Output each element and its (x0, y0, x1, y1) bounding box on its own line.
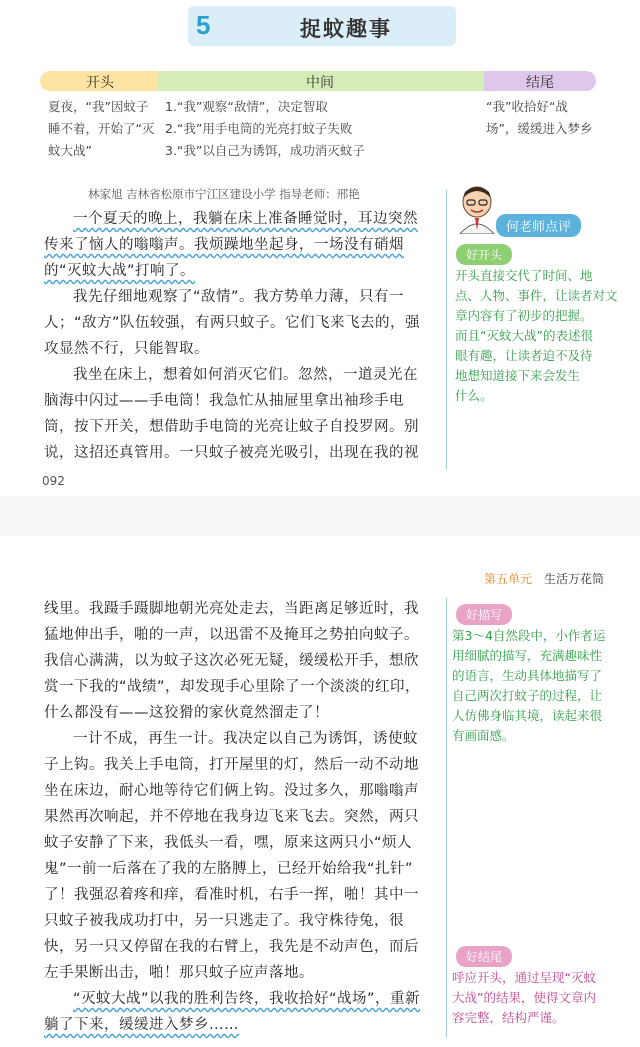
essay-line: 说，这招还真管用。一只蚊子被亮光吸引，出现在我的视 (44, 445, 419, 461)
comment-opening (455, 266, 618, 406)
outline-middle-label: 中间 (306, 75, 334, 91)
outline-end-label: 结尾 (526, 75, 554, 91)
comment-line: 用细腻的描写，充满趣味性 (452, 648, 603, 663)
teacher-avatar (456, 184, 498, 238)
outline-begin-label: 开头 (86, 75, 114, 91)
comment-line: 的语言，生动具体地描写了 (452, 668, 603, 683)
teacher-review-badge: 何老师点评 (496, 214, 581, 237)
unit-label: 第五单元 (484, 572, 533, 586)
outline-begin (48, 96, 154, 162)
essay-line: 一个夏天的晚上，我躺在床上准备睡觉时，耳边突然 (73, 211, 418, 227)
comment-line: 开头直接交代了时间、地 (455, 268, 593, 283)
author-line: 林家旭 吉林省松原市宁江区建设小学 指导老师：邢艳 (88, 187, 360, 201)
essay-line: 攻显然不行，只能智取。 (44, 341, 209, 357)
comment-line: 呼应开头，通过呈现“灭蚊 (452, 970, 596, 985)
outline-begin-line: 睡不着，开始了“灭 (48, 121, 155, 136)
essay-page2 (44, 596, 420, 1038)
comment-line: 眼有趣，让读者迫不及待 (455, 348, 593, 363)
essay-line: 左手果断出击，啪！那只蚊子应声落地。 (44, 965, 314, 981)
good-ending-tag: 好结尾 (456, 946, 512, 967)
essay-line: “灭蚊大战”以我的胜利告终，我收拾好“战场”，重新 (73, 991, 421, 1007)
comment-ending (452, 968, 596, 1028)
essay-line: 蚊子安静了下来，我低头一看，嘿，原来这两只小“烦人 (44, 835, 413, 851)
essay-line: 坐在床边，耐心地等待它们俩上钩。没过多久，那嗡嗡声 (44, 783, 419, 799)
outline-begin-line: 夏夜，“我”因蚊子 (48, 99, 149, 114)
essay-line: 快，另一只又停留在我的右臂上，我先是不动声色，而后 (44, 939, 419, 955)
essay-line: 脑海中闪过——手电筒！我急忙从抽屉里拿出袖珍手电 (44, 393, 404, 409)
good-opening-tag: 好开头 (456, 244, 512, 265)
outline-end (486, 96, 592, 140)
essay-line: 筒，按下开关，想借助手电筒的光亮让蚊子自投罗网。别 (44, 419, 419, 435)
outline-middle-line: 3.“我”以自己为诱饵，成功消灭蚊子 (165, 143, 365, 158)
comment-line: 容完整，结构严谨。 (452, 1010, 565, 1025)
comment-line: 大战”的结果，使得文章内 (452, 990, 596, 1005)
outline-begin-line: 蚊大战” (48, 143, 92, 158)
essay-line: 了！我强忍着疼和痒，看准时机，右手一挥，啪！其中一 (44, 887, 419, 903)
comment-line: 什么。 (455, 388, 493, 403)
essay-line: 什么都没有——这狡猾的家伙竟然溜走了！ (44, 705, 329, 721)
page-gap (0, 496, 640, 536)
comment-line: 第3～4自然段中，小作者运 (452, 628, 606, 643)
outline-middle-line: 2.“我”用手电筒的光亮打蚊子失败 (165, 121, 353, 136)
comment-line: 有画面感。 (452, 728, 515, 743)
essay-line: 赏一下我的“战绩”，却发现手心里除了一个淡淡的红印， (44, 679, 421, 695)
chapter-title: 捉蚊趣事 (300, 17, 392, 41)
outline-middle (165, 96, 365, 162)
comment-description (452, 626, 605, 746)
essay-line: 的“灭蚊大战”打响了。 (44, 263, 196, 279)
outline-middle-line: 1.“我”观察“敌情”，决定智取 (165, 99, 328, 114)
comment-line: 人仿佛身临其境，读起来很 (452, 708, 603, 723)
sidebar-divider (446, 598, 447, 1038)
essay-line: 躺了下来，缓缓进入梦乡…… (44, 1017, 239, 1033)
essay-line: 我先仔细地观察了“敌情”。我方势单力薄，只有一 (73, 289, 405, 305)
outline-end-line: 场”，缓缓进入梦乡 (486, 121, 593, 136)
essay-line: 一计不成，再生一计。我决定以自己为诱饵，诱使蚊 (73, 731, 418, 747)
essay-line: 传来了恼人的嗡嗡声。我烦躁地坐起身，一场没有硝烟 (44, 237, 404, 253)
comment-line: 地想知道接下来会发生 (455, 368, 581, 383)
essay-line: 我信心满满，以为蚊子这次必死无疑，缓缓松开手，想欣 (44, 653, 419, 669)
page-number: 092 (42, 474, 65, 488)
sidebar-divider (446, 190, 447, 470)
essay-line: 我坐在床上，想着如何消灭它们。忽然，一道灵光在 (73, 367, 418, 383)
essay-line: 只蚊子被我成功打中，另一只逃走了。我守株待兔，很 (44, 913, 404, 929)
essay-line: 线里。我蹑手蹑脚地朝光亮处走去，当距离足够近时，我 (44, 601, 419, 617)
unit-name: 生活万花筒 (544, 572, 605, 586)
outline-end-line: “我”收拾好“战 (486, 99, 568, 114)
essay-page1 (44, 206, 420, 466)
chapter-number: 5 (196, 10, 211, 40)
essay-line: 子上钩。我关上手电筒，打开屋里的灯，然后一动不动地 (44, 757, 419, 773)
essay-line: 人；“敌方”队伍较强，有两只蚊子。它们飞来飞去的，强 (44, 315, 421, 331)
essay-line: 猛地伸出手，啪的一声，以迅雷不及掩耳之势拍向蚊子。 (44, 627, 419, 643)
good-description-tag: 好描写 (456, 604, 512, 625)
comment-line: 章内容有了初步的把握。 (455, 308, 593, 323)
essay-line: 果然再次响起，并不停地在我身边飞来飞去。突然，两只 (44, 809, 419, 825)
essay-line: 鬼”一前一后落在了我的左胳膊上，已经开始给我“扎针” (44, 861, 414, 877)
comment-line: 而且“灭蚊大战”的表述很 (455, 328, 593, 343)
comment-line: 自己两次打蚊子的过程，让 (452, 688, 603, 703)
comment-line: 点、人物、事件，让读者对文 (455, 288, 618, 303)
